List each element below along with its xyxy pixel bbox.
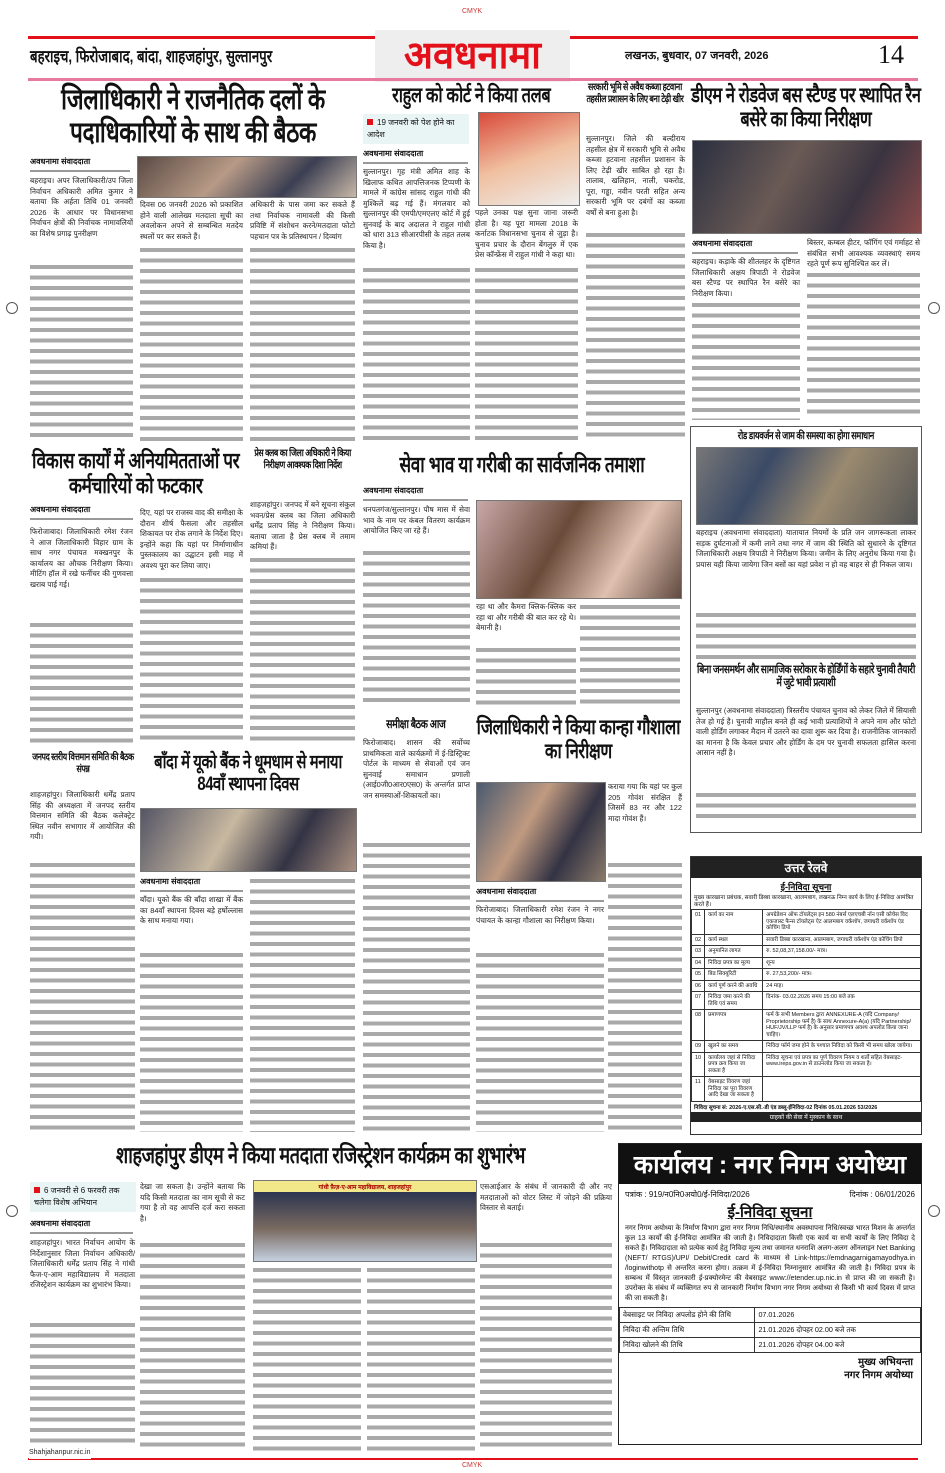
row-number: 06 bbox=[692, 980, 705, 992]
article-text bbox=[476, 645, 576, 707]
date-row bbox=[620, 1308, 921, 1323]
tender-row bbox=[692, 980, 921, 992]
article-lead: बहराइच। अपर जिलाधिकारी/उप जिला निर्वाचन अधिकारी अमित कुमार ने बताया कि अर्हता तिथि 01 जनवरी 2026 के आधार पर विधानसभा निर्वाचन क्षेत्रों की निर्वाचक नामावलियों का विशेष प्रगाढ़ पुनरीक्षण bbox=[30, 176, 133, 238]
article-lead: बहराइच। कड़ाके की शीतलहर के दृष्टिगत जिलाधिकारी अक्षय त्रिपाठी ने रोडवेज बस स्टैण्ड पर स्थापित रैन बसेरे का निरीक्षण किया। bbox=[692, 257, 800, 298]
row-value: सवारी डिब्बा कारखाना, आलमबाग, जगाधरी वर्कशॉप एंड कोचिंग डिपो bbox=[763, 934, 921, 946]
railway-tender-ad bbox=[690, 856, 922, 1135]
article-text bbox=[480, 1240, 612, 1452]
tender-row bbox=[692, 1052, 921, 1077]
row-label: निविदा जमा करने की तिथि एवं समय bbox=[705, 992, 763, 1010]
row-label: कार्यालय जहां से निविदा प्रपत्र क्रय किया जा सकता है bbox=[705, 1052, 763, 1077]
row-label: अनुमानित लागत bbox=[705, 946, 763, 958]
article-text bbox=[140, 245, 243, 442]
article-lead: सुल्तानपुर (अवधनामा संवाददाता) त्रिस्तरीय पंचायत चुनाव को लेकर जिले में सियासी तेज हो गई है। चुनावी माहौल बनते ही कई भावी प्रत्याशियों ने अपने नाम और फोटो वाली होर्डिंग लगाकर मैदान में उतरने का दावा शुरू कर दिया है। राजनीतिक जानकारों का मानना है कि केवल प्रचार और होर्डिंग के दम पर चुनावी सफलता हासिल करना आसान नहीं है। bbox=[696, 706, 916, 757]
row-number: 08 bbox=[692, 1010, 705, 1041]
registration-mark-icon bbox=[6, 302, 18, 314]
row-number: 11 bbox=[692, 1077, 705, 1102]
logo: अवधनामा bbox=[375, 30, 570, 82]
article-text: रहा था और कैमरा क्लिक-क्लिक कर रहा था और गरीबी की बात कर रहे थे। बेमानी है। bbox=[476, 602, 576, 632]
dateline: लखनऊ, बुधवार, 07 जनवरी, 2026 bbox=[625, 50, 769, 62]
article-text bbox=[250, 245, 355, 442]
date-value: 21.01.2026 दोपहर 04.00 बजे bbox=[755, 1338, 921, 1353]
article-lead: धनपतगंज/सुल्तानपुर। पौष मास में सेवा भाव के नाम पर कंबल वितरण कार्यक्रम आयोजित किए जा रहे हैं। bbox=[363, 505, 470, 535]
article-text bbox=[250, 555, 355, 745]
college-banner: गांधी फ़ैज़-ए-आम महाविद्यालय, शाहजहांपुर bbox=[318, 1185, 412, 1191]
article-lead: शाहजहांपुर। जनपद में बने सूचना संकुल भवन/प्रेस क्लब का जिला अधिकारी धर्मेंद्र प्रताप सिंह ने निरीक्षण किया। बताया जाता है प्रेस क्लब में तमाम कमियां हैं। bbox=[250, 500, 355, 551]
date-value: 07.01.2026 bbox=[755, 1308, 921, 1323]
railway-notice-number: निविदा सूचना सं: 2026-ए.एस.सी.-डी एंड डब्लू-ईनिविदा-02 दिनांक 05.01.2026 53/2026 bbox=[694, 1104, 878, 1111]
article-text: एसआईआर के संबंध में जानकारी दी और नए मतदाताओं को वोटर लिस्ट में जोड़ने की प्रक्रिया विस्तार से बताई। bbox=[480, 1182, 612, 1212]
railway-title: उत्तर रेलवे bbox=[691, 857, 921, 878]
row-value: निविदा फॉर्म जमा होने के पश्चात निविदा को किसी भी समय खोला जायेगा। bbox=[763, 1041, 921, 1053]
tender-row bbox=[692, 969, 921, 981]
date-label: निविदा की अन्तिम तिथि bbox=[620, 1323, 755, 1338]
row-number: 01 bbox=[692, 910, 705, 935]
railway-subtitle: ई-निविदा सूचना bbox=[780, 882, 832, 892]
headline-seva-bhav: सेवा भाव या गरीबी का सार्वजनिक तमाशा bbox=[399, 452, 645, 477]
row-value: निविदा सूचना एवं प्रपत्र का पूर्ण विवरण नियम व शर्तों सहित वेबसाइट- www.ireps.gov.in से डाउनलोड किया जा सकता है। bbox=[763, 1052, 921, 1077]
footer-rule bbox=[28, 1458, 918, 1460]
nigam-body: नगर निगम अयोध्या के निर्माण विभाग द्वारा नगर निगम निधि/स्थानीय अवस्थापना निधि/स्वच्छ भारत मिशन के अन्तर्गत कुल 13 कार्यों की ई-निविदा आमंत्रित की जाती है। निविदादाता किसी एक कार्य या सभी कार्यों के लिए निविदा दे सकते हैं। निविदादाता को प्रत्येक कार्य हेतु निविदा मूल्य तथा जमानत धनराशि अलग-अलग ऑनलाइन Net Banking (NEFT/ RTGS)/UPI/ Debit/Credit card के माध्यम से Link-https://emdnagarnigamayodhya.in /loginwithotp से अन्तरित करना होगा। तत्क्रम में ई-निविदा निम्नानुसार आमंत्रित की जाती है। निविदा प्रपत्र के सम्बन्ध में विस्तृत जानकारी ई-प्रक्योरमेन्ट की वेबसाइट www://etender.up.nic.in से प्राप्त की जा सकती है। उपरोक्त के संबंध में व्यक्तिगत रुप से जानकारी निर्माण विभाग नगर निगम अयोध्या से किसी भी कार्य दिवस में प्राप्त की जा सकती है। bbox=[625, 1225, 915, 1302]
headline-voter-registration: शाहजहांपुर डीएम ने किया मतदाता रजिस्ट्रेशन कार्यक्रम का शुभारंभ bbox=[115, 1142, 526, 1168]
date-row bbox=[620, 1338, 921, 1353]
gaushala-photo bbox=[476, 782, 606, 882]
byline: अवधनामा संवाददाता bbox=[140, 876, 243, 892]
registration-mark-icon bbox=[928, 302, 940, 314]
article-lead: फिरोजाबाद। जिलाधिकारी रमेश रंजन ने नगर पंचायत के कान्हा गौशाला का निरीक्षण किया। bbox=[476, 905, 604, 925]
tender-row bbox=[692, 946, 921, 958]
tender-row bbox=[692, 992, 921, 1010]
registration-mark-icon bbox=[928, 1205, 940, 1217]
row-label: कार्य का नाम bbox=[705, 910, 763, 935]
date-label: निविदा खोलने की तिथि bbox=[620, 1338, 755, 1353]
byline: अवधनामा संवाददाता bbox=[30, 156, 130, 172]
tender-row bbox=[692, 1010, 921, 1041]
railway-intro: मुख्य कारखाना प्रबंधक, सवारी डिब्बा कारखाना, आलमबाग, लखनऊ निम्न कार्य के लिए ई-निविदा आमंत्रित करते हैं। bbox=[694, 895, 914, 908]
headline-press-club: प्रेस क्लब का जिला अधिकारी ने किया निरीक्षण आवश्यक दिशा निर्देश bbox=[254, 448, 351, 471]
article-text: कराया गया कि यहां पर कुल 205 गोवंश संरक्षित हैं जिसमें 83 नर और 122 मादा गोवंश हैं। bbox=[608, 782, 682, 823]
article-text bbox=[580, 602, 680, 707]
article-text bbox=[586, 230, 685, 442]
article-lead: फिरोजाबाद। जिलाधिकारी रमेश रंजन ने आज जिलाधिकारी विहार ग्राम के साथ नगर पंचायत मक्खनपुर के कार्यालय का औचक निरीक्षण किया। मीटिंग हॉल में रखे फर्नीचर की गुणवत्ता खराब पाई गई। bbox=[30, 527, 133, 589]
nigam-ref: पत्रांक : 919/न0नि0अयो0/ई-निविदा/2026 bbox=[625, 1190, 750, 1199]
article-text bbox=[140, 950, 243, 1132]
row-number: 10 bbox=[692, 1052, 705, 1077]
row-value: रु. 52,08,37,158.00/- मात्र। bbox=[763, 946, 921, 958]
byline: अवधनामा संवाददाता bbox=[363, 485, 468, 501]
date-row bbox=[620, 1323, 921, 1338]
highlight-bullet: 6 जनवरी से 6 फरवरी तक चलेगा विशेष अभियान bbox=[30, 1182, 136, 1212]
byline: अवधनामा संवाददाता bbox=[476, 886, 604, 902]
row-label: बिड सिक्यूरिटी bbox=[705, 969, 763, 981]
row-label: खुलने का समय bbox=[705, 1041, 763, 1053]
row-label: निविदा प्रपत्र का मूल्य bbox=[705, 957, 763, 969]
headline-review-meeting: समीक्षा बैठक आज bbox=[386, 717, 446, 731]
header-bottom-rule bbox=[28, 78, 918, 81]
tender-row bbox=[692, 957, 921, 969]
article-lead: सुल्तानपुर। जिले की बल्दीराय तहसील क्षेत्र में सरकारी भूमि से अवैध कब्जा हटवाना तहसील प्रशासन के लिए टेढ़ी खीर साबित हो रहा है। तालाब, खलिहान, नाली, चकरोड, पूरा, गड्ढा, नवीन परती सहित अन्य सरकारी भूमि पर दबंगों का कब्जा वर्षों से बना हुआ है। bbox=[586, 134, 685, 217]
row-value: फर्म के सभी Members द्वारा ANNEXURE-A (यदि Company/ Proprietorship फर्म है) के साथ Annexure-A(a) (यदि Partnership/ HUF/JV/LLP फर्म है) के अनुसार प्रमाणपत्र अवश्य अपलोड किया जाना चाहिए। bbox=[763, 1010, 921, 1041]
article-text bbox=[30, 860, 135, 1132]
website-reference: Shahjahanpur.nic.in bbox=[29, 1448, 91, 1459]
tender-row bbox=[692, 1041, 921, 1053]
row-number: 09 bbox=[692, 1041, 705, 1053]
article-text bbox=[250, 876, 355, 1132]
row-value bbox=[763, 1077, 921, 1102]
article-text bbox=[476, 950, 604, 1132]
article-lead: शाहजहांपुर। भारत निर्वाचन आयोग के निर्देशानुसार जिला निर्वाचन अधिकारी/जिलाधिकारी धर्मेंद्र प्रताप सिंह ने गांधी फैज-ए-आम महाविद्यालय में मतदाता रजिस्ट्रेशन कार्यक्रम का शुभारंभ किया। bbox=[30, 1238, 135, 1289]
railway-slogan: ग्राहकों की सेवा में मुस्कान के साथ bbox=[691, 1112, 921, 1122]
byline: अवधनामा संवाददाता bbox=[692, 238, 798, 254]
row-value: 24 माह। bbox=[763, 980, 921, 992]
nigam-signature bbox=[619, 1353, 921, 1384]
row-number: 04 bbox=[692, 957, 705, 969]
article-text bbox=[30, 620, 133, 745]
article-lead: सुल्तानपुर। गृह मंत्री अमित शाह के खिलाफ कथित आपत्तिजनक टिप्पणी के मामले में कांग्रेस सांसद राहुल गांधी की मुश्किलें बढ़ गई हैं। मंगलवार को सुल्तानपुर की एमपी/एमएलए कोर्ट में हुई सुनवाई के बाद अदालत ने राहुल गांधी को धारा 313 सीआरपीसी के तहत तलब किया है। bbox=[363, 167, 470, 250]
blanket-distribution-photo bbox=[476, 500, 682, 599]
nigam-title: कार्यालय : नगर निगम अयोध्या bbox=[619, 1144, 921, 1184]
article-lead: फिरोजाबाद। शासन की सर्वोच्च प्राथमिकता वाले कार्यक्रमों में ई-डिस्ट्रिक्ट पोर्टल के माध्यम से सेवाओं एवं जन सुनवाई समाधान प्रणाली (आई0जी0आर0एस0) के अन्तर्गत प्राप्त जन समस्याओं-शिकायतों का। bbox=[363, 738, 470, 800]
nigam-subtitle: ई-निविदा सूचना bbox=[727, 1204, 813, 1221]
row-number: 03 bbox=[692, 946, 705, 958]
row-value: रु. 27,53,200/- मात्र। bbox=[763, 969, 921, 981]
highlight-bullet: 19 जनवरी को पेश होने का आदेश bbox=[363, 114, 469, 144]
meeting-photo bbox=[137, 156, 357, 198]
article-lead: बाँदा। यूको बैंक की बाँदा शाखा में बैंक का 84वाँ स्थापना दिवस बड़े हर्षोल्लास के साथ मनाया गया। bbox=[140, 895, 243, 925]
row-label: वेबसाइट विवरण जहां निविदा का पूरा विवरण आदि देखा जा सकता है bbox=[705, 1077, 763, 1102]
article-text bbox=[363, 265, 470, 442]
article-text bbox=[807, 270, 920, 420]
headline-dm-meeting: जिलाधिकारी ने राजनैतिक दलों के पदाधिकारियों के साथ की बैठक bbox=[61, 84, 325, 150]
cmyk-marker-bottom: CMYK bbox=[462, 1462, 483, 1469]
headline-uco-bank: बाँदा में यूको बैंक ने धूमधाम से मनाया 84वाँ स्थापना दिवस bbox=[154, 752, 342, 795]
date-value: 21.01.2026 दोपहर 02.00 बजे तक bbox=[755, 1323, 921, 1338]
row-label: कार्य स्थल bbox=[705, 934, 763, 946]
article-text: बिस्तर, कम्बल हीटर, फॉगिंग एवं गर्माहट से संबंधित सभी आवश्यक व्यवस्थाएं समय रहते पूर्ण रूप सुनिश्चित कर लें। bbox=[807, 238, 920, 268]
byline: अवधनामा संवाददाता bbox=[30, 1218, 133, 1234]
article-text bbox=[140, 1240, 245, 1452]
headline-finance-committee: जनपद स्तरीय वित्तमान समिति की बैठक संपन्न bbox=[32, 752, 134, 775]
tender-row bbox=[692, 910, 921, 935]
headline-irregularities: विकास कार्यों में अनियमितताओं पर कर्मचारियों को फटकार bbox=[32, 448, 240, 499]
headline-hoardings: बिना जनसमर्थन और सामाजिक सरोकार के होर्डिंगों के सहारे चुनावी तैयारी में जुटे भावी प्रत्याशी bbox=[696, 664, 915, 690]
article-text: दिए, यहां पर राजस्व वाद की समीक्षा के दौरान शीर्ष फैसला और तहसील शिकायत पर रोक लगाने के निर्देश दिए। इन्होंने कहा कि यहां पर निर्माणाधीन पुस्तकालय का उद्घाटन इसी माह में अवश्य पूरा कर लिया जाए। bbox=[140, 508, 243, 570]
nigam-ref-row bbox=[619, 1184, 921, 1200]
traffic-photo bbox=[696, 447, 918, 525]
header-districts: बहराइच, फिरोजाबाद, बांदा, शाहजहांपुर, सुल्तानपुर bbox=[30, 47, 273, 66]
rahul-photo bbox=[478, 112, 580, 206]
row-number: 05 bbox=[692, 969, 705, 981]
signatory-office: नगर निगम अयोध्या bbox=[844, 1370, 913, 1381]
row-number: 02 bbox=[692, 934, 705, 946]
article-text bbox=[608, 860, 682, 1132]
nigam-date: दिनांक : 06/01/2026 bbox=[849, 1190, 915, 1199]
date-label: वेबसाइट पर निविदा अपलोड होने की तिथि bbox=[620, 1308, 755, 1323]
cmyk-marker-top: CMYK bbox=[462, 8, 483, 15]
byline: अवधनामा संवाददाता bbox=[363, 148, 468, 164]
headline-rain-basera: डीएम ने रोडवेज बस स्टैण्ड पर स्थापित रैन बसेरे का किया निरीक्षण bbox=[691, 84, 921, 132]
page-number: 14 bbox=[878, 40, 904, 69]
article-text: दिवस 06 जनवरी 2026 को प्रकाशित होने वाली आलेख्य मतदाता सूची का अवलोकन अपने से सम्बन्धित मतदेय स्थलों पर कर सकते हैं। bbox=[140, 200, 243, 241]
article-text bbox=[140, 575, 243, 745]
voter-registration-photo bbox=[253, 1180, 477, 1262]
row-value: अपग्रेडेशन ऑफ टॉयलेट्स इन 580 नंबर्स एलएचबी नॉन एसी कोचेस विद एकजास्ट फैन्स टॉयलेट्स ऐट आलमबाग वर्कशॉप, जगाधरी वर्कशॉप एंड कोचिंग डिपो bbox=[763, 910, 921, 935]
article-text bbox=[696, 610, 916, 660]
tender-row bbox=[692, 934, 921, 946]
article-text: अधिकारी के पास जमा कर सकते हैं तथा निर्वाचक नामावली की किसी प्रविष्टि में संशोधन करने/मतदाता फोटो पहचान पत्र के प्रतिस्थापन / दिव्यांग bbox=[250, 200, 355, 241]
headline-gaushala: जिलाधिकारी ने किया कान्हा गौशाला का निरीक्षण bbox=[476, 716, 681, 764]
signatory-title: मुख्य अभियन्ता bbox=[858, 1357, 913, 1368]
headline-land-encroachment: सरकारी भूमि से अवैध कब्जा हटवाना तहसील प्रशासन के लिए बना टेढ़ी खीर bbox=[586, 82, 684, 105]
row-label: कार्य पूर्ण करने की अवधि bbox=[705, 980, 763, 992]
registration-mark-icon bbox=[6, 1205, 18, 1217]
article-text: देखा जा सकता है। उन्होंने बताया कि यदि किसी मतदाता का नाम सूची से कट गया है तो वह आपत्ति दर्ज करा सकता है। bbox=[140, 1182, 245, 1223]
article-text bbox=[367, 1265, 475, 1452]
inspection-photo bbox=[692, 140, 922, 234]
tender-row bbox=[692, 1077, 921, 1102]
nagar-nigam-tender-ad bbox=[618, 1143, 922, 1445]
headline-road-diversion: रोड डायवर्जन से जाम की समस्या का होगा समाधान bbox=[737, 430, 874, 442]
article-text bbox=[696, 790, 916, 820]
row-value: दिनांक- 03.02.2026 समय 15:00 बजे तक bbox=[763, 992, 921, 1010]
article-text: पहले उनका पक्ष सुना जाना जरूरी होता है। यह पूरा मामला 2018 के कर्नाटक विधानसभा चुनाव से जुड़ा है। चुनाव प्रचार के दौरान बेंगलुरु में एक प्रेस कॉन्फ्रेंस में राहुल गांधी ने कहा था। bbox=[475, 208, 578, 259]
article-text bbox=[30, 1320, 135, 1445]
row-label: प्रमाणपत्र bbox=[705, 1010, 763, 1041]
row-value: शून्य bbox=[763, 957, 921, 969]
article-text bbox=[363, 548, 470, 708]
railway-tender-table bbox=[691, 909, 921, 1102]
article-text bbox=[692, 300, 800, 420]
row-number: 07 bbox=[692, 992, 705, 1010]
headline-rahul: राहुल को कोर्ट ने किया तलब bbox=[392, 84, 551, 107]
article-text bbox=[363, 840, 470, 1132]
byline: अवधनामा संवाददाता bbox=[30, 504, 133, 520]
article-lead: शाहजहांपुर। जिलाधिकारी धर्मेंद्र प्रताप सिंह की अध्यक्षता में जनपद स्तरीय वित्तमान समिति की बैठक कलेक्ट्रेट स्थित नवीन सभागार में आयोजित की गयी। bbox=[30, 790, 135, 841]
uco-bank-photo bbox=[140, 808, 357, 872]
article-text bbox=[253, 1265, 361, 1452]
article-text bbox=[475, 265, 578, 442]
nigam-dates-table bbox=[619, 1307, 921, 1353]
article-lead: बहराइच (अवधनामा संवाददाता) यातायात नियमों के प्रति जन जागरूकता लाकर सड़क दुर्घटनाओं में कमी लाने तथा नगर में जाम की स्थिति को सुधारने के दृष्टिगत जिलाधिकारी अक्षय त्रिपाठी ने निरीक्षण किया। जमीन के लिए अनुरोध किया गया है। प्रयास यही किया जायेगा जिन बसों का यहां प्रवेश न हो वह बाहर से ही निकल जाय। bbox=[696, 528, 916, 569]
article-text bbox=[30, 262, 133, 442]
